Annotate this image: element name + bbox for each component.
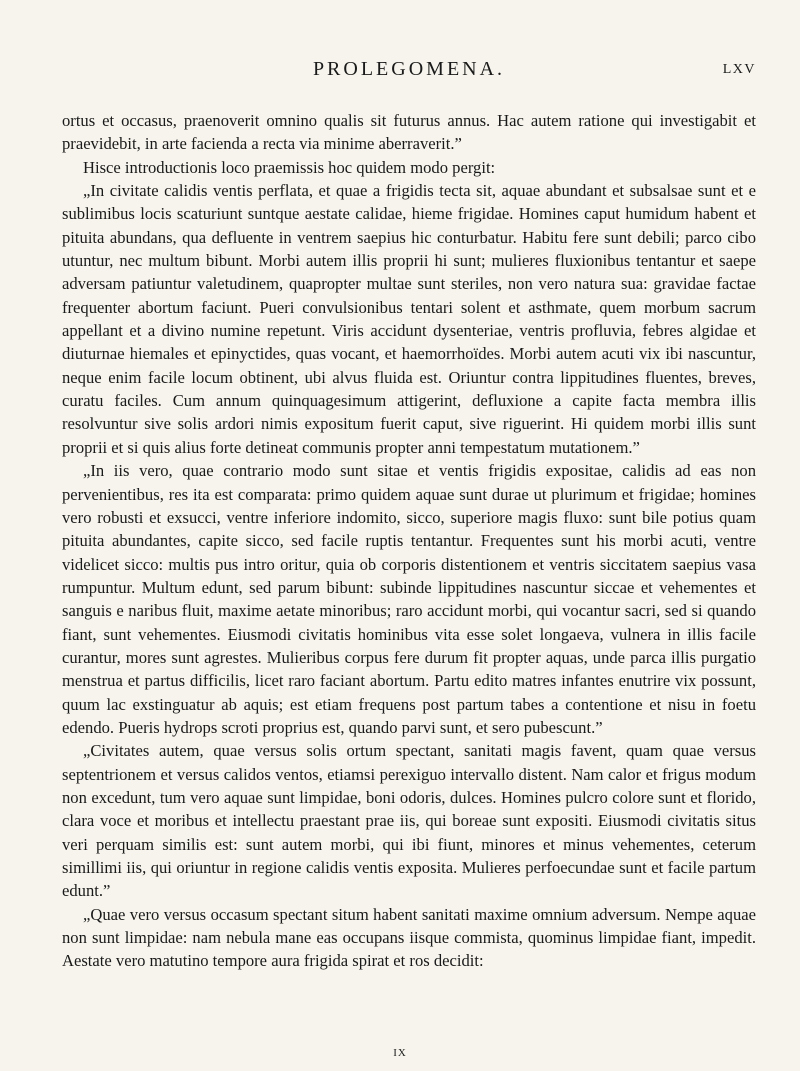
paragraph: „Civitates autem, quae versus solis ortum spectant, sanitati magis favent, quam quae versus septentrionem et versus calidos ventos, etiamsi perexiguo intervallo distent. Nam calor et frigus modum non excedunt, tum vero aquae sunt limpidae, boni odoris, dulces. Homines pulcro colore sunt et florido, clara voce et moribus et intellectu praestant prae iis, qui boreae sunt expositi. Eiusmodi civitatis situs veri perquam similis est: sunt autem morbi, qui ibi fiunt, minores et minus vehementes, ceterum simillimi iis, qui oriuntur in regione calidis ventis exposita. Mulieres perfoecundae sunt et facile partum edunt.”	[62, 741, 756, 901]
paragraph: Hisce introductionis loco praemissis hoc quidem modo pergit:	[83, 157, 496, 177]
paragraph: ortus et occasus, praenoverit omnino qualis sit futurus annus. Hac autem ratione qui investigabit et praevidebit, in arte facienda a recta via minime aberraverit.”	[62, 111, 756, 154]
signature-mark: IX	[393, 1047, 407, 1059]
running-title: PROLEGOMENA.	[312, 58, 506, 80]
paragraph: „In iis vero, quae contrario modo sunt sitae et ventis frigidis expositae, calidis ad eas non pervenientibus, res ita est comparata: primo quidem aquae sunt durae ut plurimum et frigidae; homines vero robusti et exsucci, ventre inferiore indomito, sicco, superiore magis fluxo: sunt bile potius quam pituita abundantes, capite sicco, sed facile ruptis tentantur. Frequentes sunt his morbi acuti, ventre videlicet sicco: multis pus intro oritur, quia ob corporis distentionem et ventris siccitatem saepius vasa rumpuntur. Multum edunt, sed parum bibunt: subinde lippitudines nascuntur siccae et vehementes et sanguis e naribus fluit, maxime aetate minoribus; raro accidunt morbi, qui vocantur sacri, sed si quando fiant, sunt vehementes. Eiusmodi civitatis hominibus vita esse solet longaeva, vulnera in illis facile curantur, mores sunt agrestes. Mulieribus corpus fere durum fit propter aquas, unde parca illis purgatio menstrua et partus difficilis, licet raro faciant abortum. Partu edito matres infantes enutrire vix possunt, quum lac exstinguatur ab aquis; est etiam frequens post partum tabes a contentione et nisu in foetu edendo. Pueris hydrops scroti proprius est, quando parvi sunt, et sero pubescunt.”	[62, 461, 756, 737]
body-text	[62, 109, 756, 973]
paragraph: „Quae vero versus occasum spectant situm habent sanitati maxime omnium adversum. Nempe aquae non sunt limpidae: nam nebula mane eas occupans iisque commista, quominus limpidae fiant, impedit. Aestate vero matutino tempore aura frigida spirat et ros decidit:	[62, 904, 756, 971]
page-header	[62, 58, 756, 92]
paragraph: „In civitate calidis ventis perflata, et quae a frigidis tecta sit, aquae abundant et subsalsae sunt et e sublimibus locis scaturiunt suntque aestate calidae, hieme frigidae. Homines caput humidum habent et pituita abundans, qua defluente in ventrem saepius hic conturbatur. Habitu fere sunt debili; parco cibo utuntur, nec multum bibunt. Morbi autem illis proprii hi sunt; mulieres fluxionibus tentantur et saepe adversam patiuntur valetudinem, quapropter multae sunt steriles, non vero natura sua: gravidae factae frequenter abortum faciunt. Pueri convulsionibus tentari solent et asthmate, quem morbum sacrum appellant et a divino numine repetunt. Viris accidunt dysenteriae, ventris profluvia, febres algidae et diuturnae hiemales et epinyctides, quas vocant, et haemorrhoïdes. Morbi autem acuti vix ibi nascuntur, neque enim facile locum obtinent, ubi alvus fluida est. Oriuntur contra lippitudines fluentes, breves, curatu faciles. Cum annum quinquagesimum attigerint, defluxione a capite facta membra illis resolvuntur sive solis ardori nimis expositum fuerit caput, sive riguerint. Hi quidem morbi illis sunt proprii et si quis alius forte detineat communis propter anni tempestatum mutationem.”	[62, 181, 756, 457]
page-number: LXV	[722, 62, 756, 77]
